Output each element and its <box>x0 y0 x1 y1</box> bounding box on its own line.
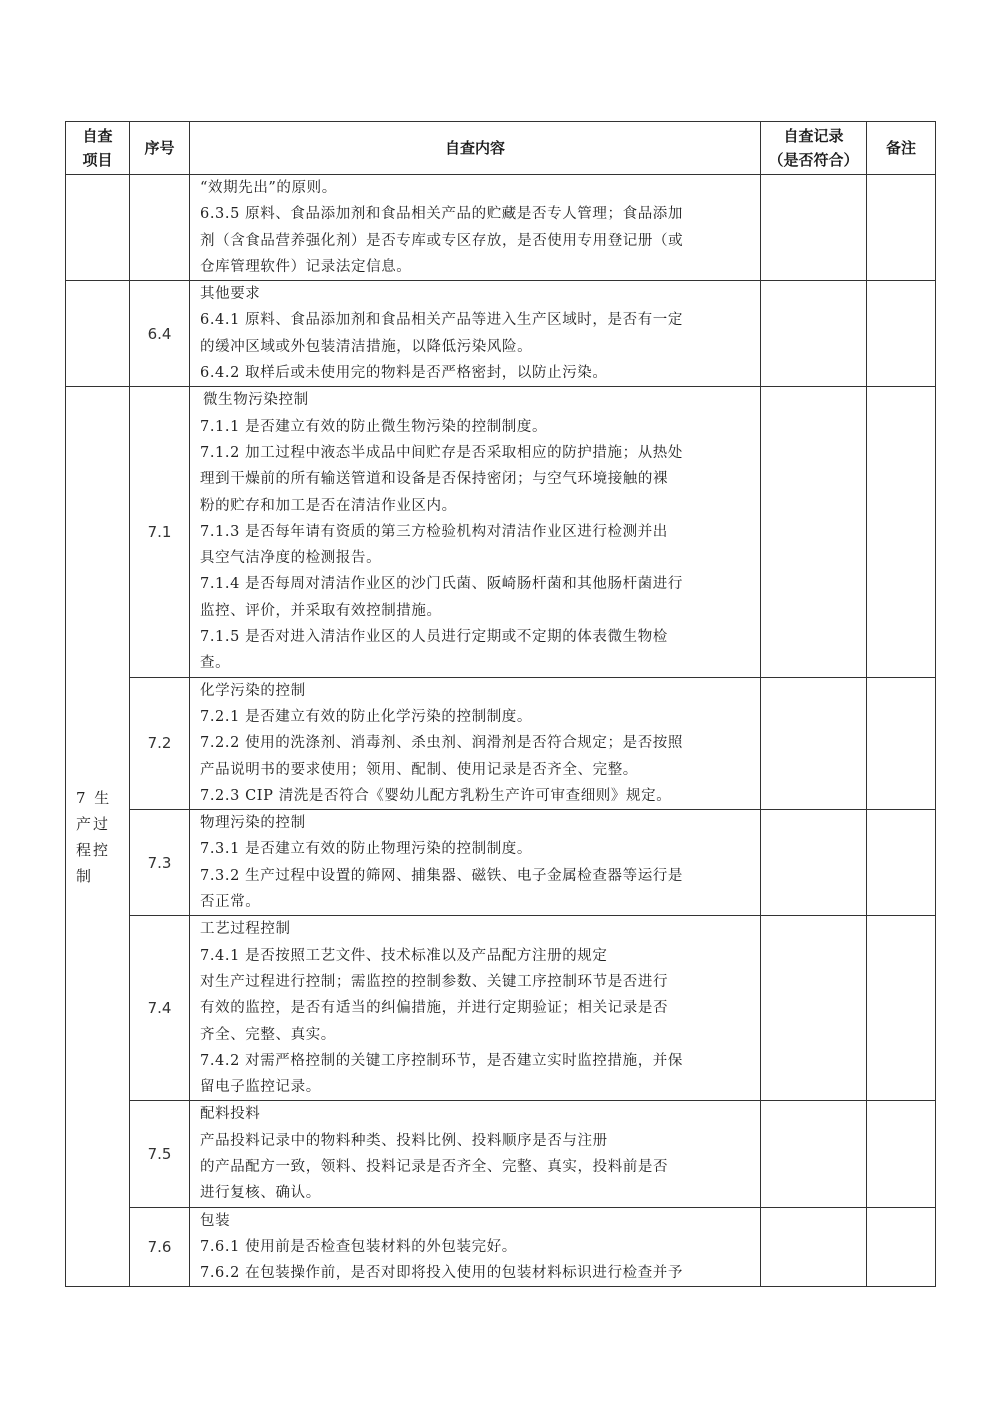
seq-cell: 7.6 <box>130 1207 190 1287</box>
table-row <box>66 1101 936 1207</box>
seq-cell: 7.4 <box>130 916 190 1101</box>
record-cell[interactable] <box>761 1101 867 1207</box>
content-line: 7.1.3 是否每年请有资质的第三方检验机构对清洁作业区进行检测并出 <box>200 523 668 540</box>
content-line: 6.4.1 原料、食品添加剂和食品相关产品等进入生产区域时，是否有一定 <box>200 312 684 329</box>
table-row <box>66 916 936 1101</box>
content-line: 微生物污染控制 <box>203 392 309 409</box>
content-line: 7.3.1 是否建立有效的防止物理污染的控制制度。 <box>200 841 533 858</box>
content-line: 有效的监控，是否有适当的纠偏措施，并进行定期验证；相关记录是否 <box>200 1000 669 1017</box>
table-row <box>66 387 936 677</box>
content-line: 7.6.2 在包装操作前，是否对即将投入使用的包装材料标识进行检查并予 <box>200 1265 684 1282</box>
remark-cell[interactable] <box>867 810 936 916</box>
category-cell <box>66 387 130 1287</box>
content-line: 配料投料 <box>200 1106 261 1123</box>
content-line: 齐全、完整、真实。 <box>200 1026 336 1043</box>
remark-cell[interactable] <box>867 677 936 809</box>
seq-cell: 7.5 <box>130 1101 190 1207</box>
content-line: 仓库管理软件）记录法定信息。 <box>200 258 412 275</box>
content-line: 7.4.1 是否按照工艺文件、技术标准以及产品配方注册的规定 <box>200 947 608 964</box>
content-cell <box>190 677 761 809</box>
content-line: 7.1.1 是否建立有效的防止微生物污染的控制制度。 <box>200 418 548 435</box>
content-line: 查。 <box>200 655 231 672</box>
record-cell[interactable] <box>761 175 867 281</box>
table-row <box>66 810 936 916</box>
content-line: 产品投料记录中的物料种类、投料比例、投料顺序是否与注册 <box>200 1132 608 1149</box>
content-cell <box>190 1101 761 1207</box>
table-row <box>66 677 936 809</box>
content-cell <box>190 916 761 1101</box>
content-line: 监控、评价，并采取有效控制措施。 <box>200 602 442 619</box>
content-line: 的产品配方一致，领料、投料记录是否齐全、完整、真实，投料前是否 <box>200 1158 669 1175</box>
content-line: 工艺过程控制 <box>200 921 291 938</box>
header-item-line: 自查 <box>82 127 113 145</box>
header-record-line: （是否符合） <box>768 151 859 169</box>
table-header-row <box>66 122 936 175</box>
category-cell-empty <box>66 281 130 387</box>
remark-cell[interactable] <box>867 175 936 281</box>
header-remark: 备注 <box>867 122 936 175</box>
seq-cell: 7.3 <box>130 810 190 916</box>
remark-cell[interactable] <box>867 387 936 677</box>
content-line: 的缓冲区域或外包装清洁措施，以降低污染风险。 <box>200 338 533 355</box>
content-line: 具空气洁净度的检测报告。 <box>200 550 382 567</box>
table-row <box>66 281 936 387</box>
content-line: 粉的贮存和加工是否在清洁作业区内。 <box>200 497 457 514</box>
content-line: 6.3.5 原料、食品添加剂和食品相关产品的贮藏是否专人管理；食品添加 <box>200 206 684 223</box>
content-line: 7.2.1 是否建立有效的防止化学污染的控制制度。 <box>200 708 533 725</box>
content-line: 7.1.4 是否每周对清洁作业区的沙门氏菌、阪崎肠杆菌和其他肠杆菌进行 <box>200 576 684 593</box>
remark-cell[interactable] <box>867 281 936 387</box>
content-line: 理到干燥前的所有输送管道和设备是否保持密闭；与空气环境接触的裸 <box>200 471 669 488</box>
table-row <box>66 1207 936 1287</box>
content-line: 剂（含食品营养强化剂）是否专库或专区存放，是否使用专用登记册（或 <box>200 232 684 249</box>
content-cell <box>190 175 761 281</box>
content-line: 留电子监控记录。 <box>200 1079 321 1096</box>
header-item <box>66 122 130 175</box>
content-line: 进行复核、确认。 <box>200 1185 321 1202</box>
content-line: 产品说明书的要求使用；领用、配制、使用记录是否齐全、完整。 <box>200 761 638 778</box>
header-record <box>761 122 867 175</box>
remark-cell[interactable] <box>867 1101 936 1207</box>
header-item-line: 项目 <box>82 151 113 169</box>
remark-cell[interactable] <box>867 1207 936 1287</box>
remark-cell[interactable] <box>867 916 936 1101</box>
header-seq: 序号 <box>130 122 190 175</box>
category-cell-empty <box>66 175 130 281</box>
seq-cell: 6.4 <box>130 281 190 387</box>
table-row <box>66 175 936 281</box>
content-line: 7.2.3 CIP 清洗是否符合《婴幼儿配方乳粉生产许可审查细则》规定。 <box>200 787 672 804</box>
category-label: 7 生产过程控制 <box>76 788 112 885</box>
content-line: 7.1.2 加工过程中液态半成品中间贮存是否采取相应的防护措施；从热处 <box>200 444 684 461</box>
record-cell[interactable] <box>761 916 867 1101</box>
content-line: 6.4.2 取样后或未使用完的物料是否严格密封，以防止污染。 <box>200 365 608 382</box>
record-cell[interactable] <box>761 810 867 916</box>
seq-cell <box>130 175 190 281</box>
content-cell <box>190 387 761 677</box>
self-inspection-table <box>65 121 936 1287</box>
content-line: 7.3.2 生产过程中设置的筛网、捕集器、磁铁、电子金属检查器等运行是 <box>200 867 684 884</box>
seq-cell: 7.2 <box>130 677 190 809</box>
content-line: 化学污染的控制 <box>200 682 306 699</box>
header-content: 自查内容 <box>190 122 761 175</box>
content-line: 7.2.2 使用的洗涤剂、消毒剂、杀虫剂、润滑剂是否符合规定；是否按照 <box>200 735 684 752</box>
header-record-line: 自查记录 <box>783 127 844 145</box>
record-cell[interactable] <box>761 387 867 677</box>
content-line: 物理污染的控制 <box>200 815 306 832</box>
content-cell <box>190 810 761 916</box>
content-cell <box>190 1207 761 1287</box>
content-line: 7.4.2 对需严格控制的关键工序控制环节，是否建立实时监控措施，并保 <box>200 1052 684 1069</box>
content-line: “效期先出”的原则。 <box>200 180 337 196</box>
record-cell[interactable] <box>761 677 867 809</box>
content-line: 7.1.5 是否对进入清洁作业区的人员进行定期或不定期的体表微生物检 <box>200 629 668 646</box>
record-cell[interactable] <box>761 281 867 387</box>
content-cell <box>190 281 761 387</box>
content-line: 对生产过程进行控制；需监控的控制参数、关键工序控制环节是否进行 <box>200 973 669 990</box>
record-cell[interactable] <box>761 1207 867 1287</box>
content-line: 其他要求 <box>200 286 261 303</box>
content-line: 包装 <box>200 1212 231 1229</box>
content-line: 否正常。 <box>200 894 261 911</box>
content-line: 7.6.1 使用前是否检查包装材料的外包装完好。 <box>200 1238 517 1255</box>
seq-cell: 7.1 <box>130 387 190 677</box>
